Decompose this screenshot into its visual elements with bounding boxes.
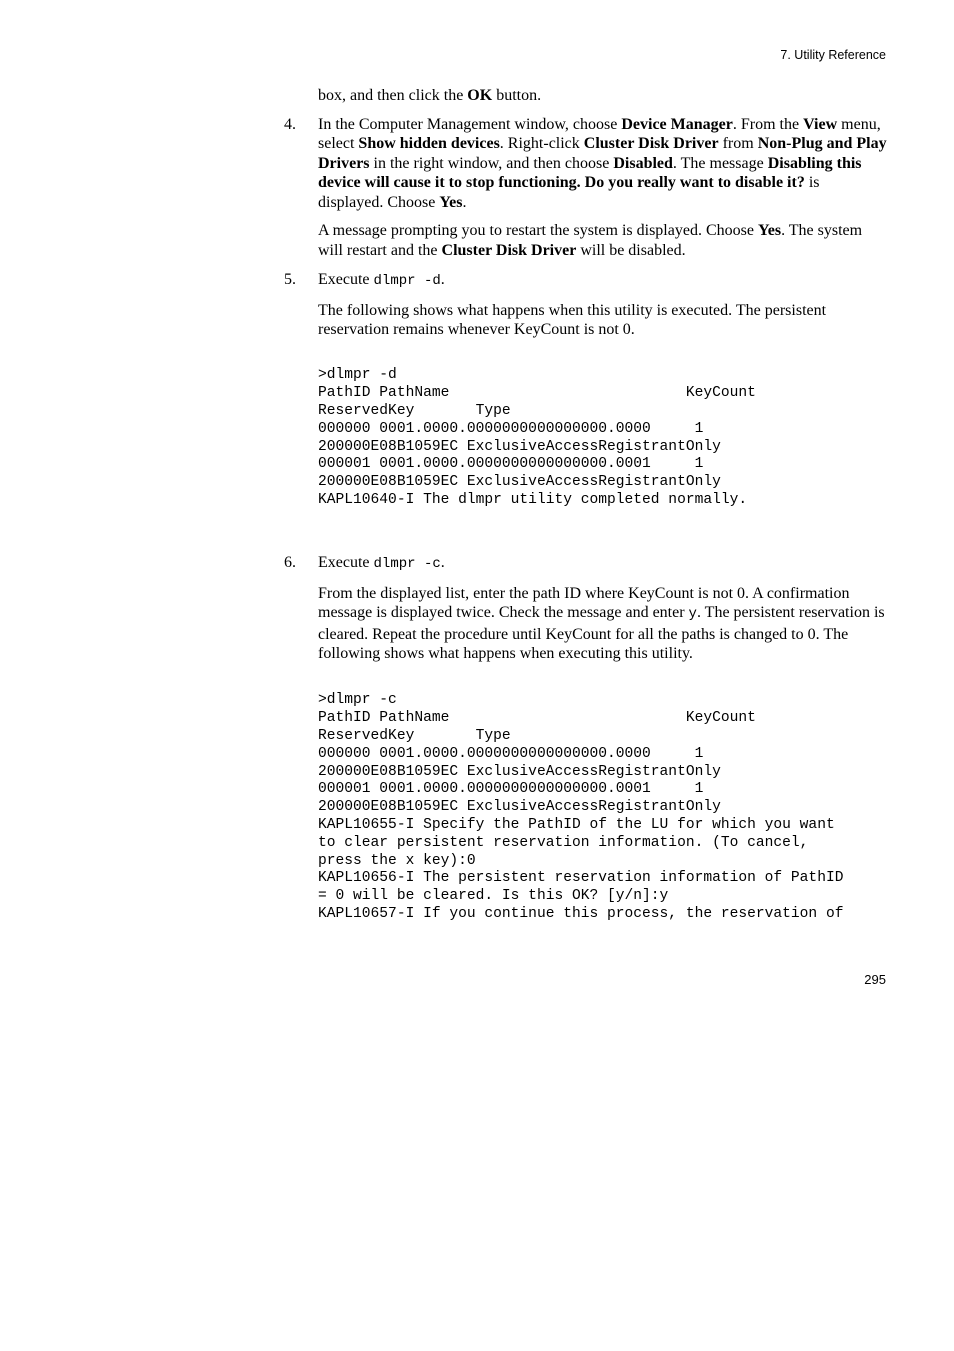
inline-command: dlmpr -d	[373, 272, 441, 289]
code-example-dlmpr-d: >dlmpr -d PathID PathName KeyCount ReservedKey Type 000000 0001.0000.0000000000000000.0000 1 200000E08B1059EC ExclusiveAccessRegistrantOnly 000001 0001.0000.0000000000000000.0001 1 200000E08B1059EC ExclusiveAccessRegistrantOnly KAPL10640-I The dlmpr utility completed normally.	[318, 367, 756, 509]
step-4-restart-text: A message prompting you to restart the system is displayed. Choose Yes. The system will restart and the Cluster Disk Driver will be disabled.	[318, 222, 863, 259]
step-number: 4.	[284, 115, 296, 133]
ok-button-label: OK	[467, 87, 493, 104]
intro-text: box, and then click the	[318, 87, 468, 104]
intro-paragraph	[318, 86, 888, 105]
page-number: 295	[864, 972, 886, 987]
page-content	[284, 86, 888, 924]
intro-text-end: button.	[492, 87, 542, 104]
inline-command: dlmpr -c	[373, 555, 441, 572]
code-example-dlmpr-c: >dlmpr -c PathID PathName KeyCount ReservedKey Type 000000 0001.0000.0000000000000000.0000 1 200000E08B1059EC ExclusiveAccessRegistrantOnly 000001 0001.0000.0000000000000000.0001 1 200000E08B1059EC ExclusiveAccessRegistrantOnly KAPL10655-I Specify the PathID of the LU for which you want to clear persistent reservation information. (To cancel, press the x key):0 KAPL10656-I The persistent reservation information of PathID = 0 will be cleared. Is this OK? [y/n]:y KAPL10657-I If you continue this process, the reservation of	[318, 692, 844, 922]
step-6-command: Execute dlmpr -c.	[318, 553, 445, 572]
inline-code-y: y	[688, 606, 697, 623]
running-header: 7. Utility Reference	[780, 48, 886, 62]
step-4-text: In the Computer Management window, choose Device Manager. From the View menu, select Show hidden devices. Right-click Cluster Disk Driver from Non-Plug and Play Drivers in the right window, and then choose Disabled. The message Disabling this device will cause it to stop functioning. Do you really want to disable it? is displayed. Choose Yes.	[318, 115, 887, 211]
step-4	[284, 115, 888, 260]
step-5	[284, 270, 888, 510]
step-5-description: The following shows what happens when this utility is executed. The persistent reservation remains whenever KeyCount is not 0.	[318, 301, 827, 339]
step-6-description: From the displayed list, enter the path ID where KeyCount is not 0. A confirmation message is displayed twice. Check the message and enter y. The persistent reservation is cleared. Repeat the procedure until KeyCount for all the paths is changed to 0. The following shows what happens when executing this utility.	[318, 584, 885, 662]
step-5-command: Execute dlmpr -d.	[318, 270, 445, 289]
step-number: 6.	[284, 553, 296, 571]
step-6	[284, 553, 888, 924]
step-number: 5.	[284, 270, 296, 288]
